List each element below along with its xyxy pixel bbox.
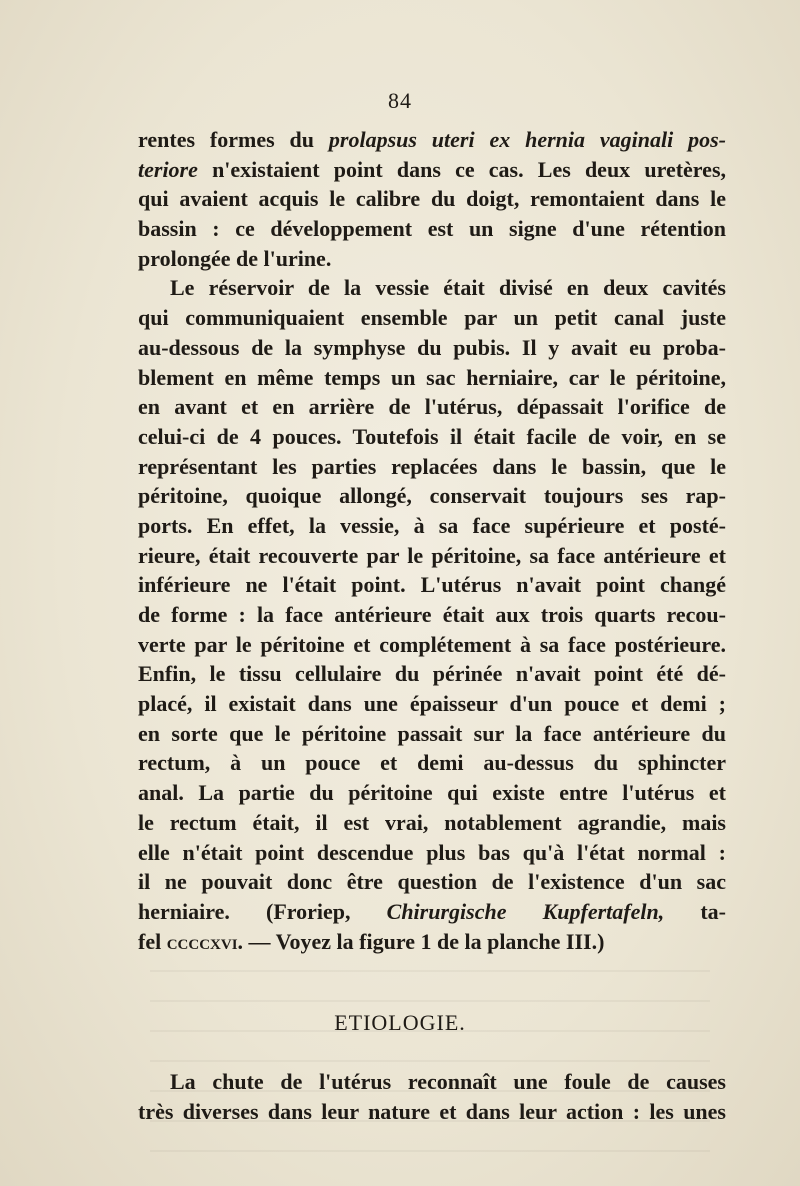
text-line: qui communiquaient ensemble par un petit canal juste [138, 305, 726, 331]
text-line: au-dessous de la symphyse du pubis. Il y avait eu proba- [138, 334, 726, 360]
text-line: Le réservoir de la vessie était divisé en deux cavités [170, 275, 726, 301]
text-line: La chute de l'utérus reconnaît une foule de causes [170, 1069, 726, 1094]
text-line: bassin : ce développement est un signe d'une rétention [138, 216, 726, 242]
text-line: représentant les parties replacées dans le bassin, que le [138, 453, 726, 479]
text-line: en avant et en arrière de l'utérus, dépassait l'orifice de [138, 394, 726, 420]
text-line: Enfin, le tissu cellulaire du périnée n'avait point été dé- [138, 661, 726, 687]
text-line: rieure, était recouverte par le péritoine, sa face antérieure et [138, 542, 726, 568]
section-heading: ETIOLOGIE. [334, 1010, 466, 1035]
text-line: ports. En effet, la vessie, à sa face supérieure et posté- [138, 512, 726, 538]
text-line: le rectum était, il est vrai, notablement agrandie, mais [138, 809, 726, 835]
main-text [138, 125, 726, 956]
text-line: placé, il existait dans une épaisseur d'un pouce et demi ; [138, 691, 726, 717]
text-line: teriore n'existaient point dans ce cas. Les deux uretères, [138, 156, 726, 182]
text-line: très diverses dans leur nature et dans leur action : les unes [138, 1098, 726, 1124]
show-through-texture [150, 950, 710, 1180]
text-line: péritoine, quoique allongé, conservait toujours ses rap- [138, 483, 726, 509]
text-line: herniaire. (Froriep, Chirurgische Kupfertafeln, ta- [138, 898, 727, 924]
text-line: rentes formes du prolapsus uteri ex hernia vaginali pos- [138, 127, 727, 152]
section-text [138, 1067, 726, 1126]
text-line: fel ccccxvi. — Voyez la figure 1 de la planche III.) [138, 928, 605, 954]
text-line: en sorte que le péritoine passait sur la face antérieure du [138, 720, 726, 746]
text-line: rectum, à un pouce et demi au-dessus du sphincter [138, 750, 726, 776]
text-line: qui avaient acquis le calibre du doigt, remontaient dans le [138, 186, 726, 212]
text-line: blement en même temps un sac herniaire, car le péritoine, [138, 364, 726, 390]
text-line: verte par le péritoine et complétement à sa face postérieure. [138, 631, 726, 657]
text-line: celui-ci de 4 pouces. Toutefois il était facile de voir, en se [138, 423, 726, 449]
text-line: il ne pouvait donc être question de l'existence d'un sac [138, 869, 726, 895]
page-number: 84 [388, 88, 412, 113]
text-line: prolongée de l'urine. [138, 245, 332, 271]
text-line: de forme : la face antérieure était aux trois quarts recou- [138, 602, 726, 627]
text-line: anal. La partie du péritoine qui existe entre l'utérus et [138, 780, 726, 806]
text-line: elle n'était point descendue plus bas qu'à l'état normal : [138, 839, 726, 865]
text-line: inférieure ne l'était point. L'utérus n'avait point changé [138, 572, 726, 598]
